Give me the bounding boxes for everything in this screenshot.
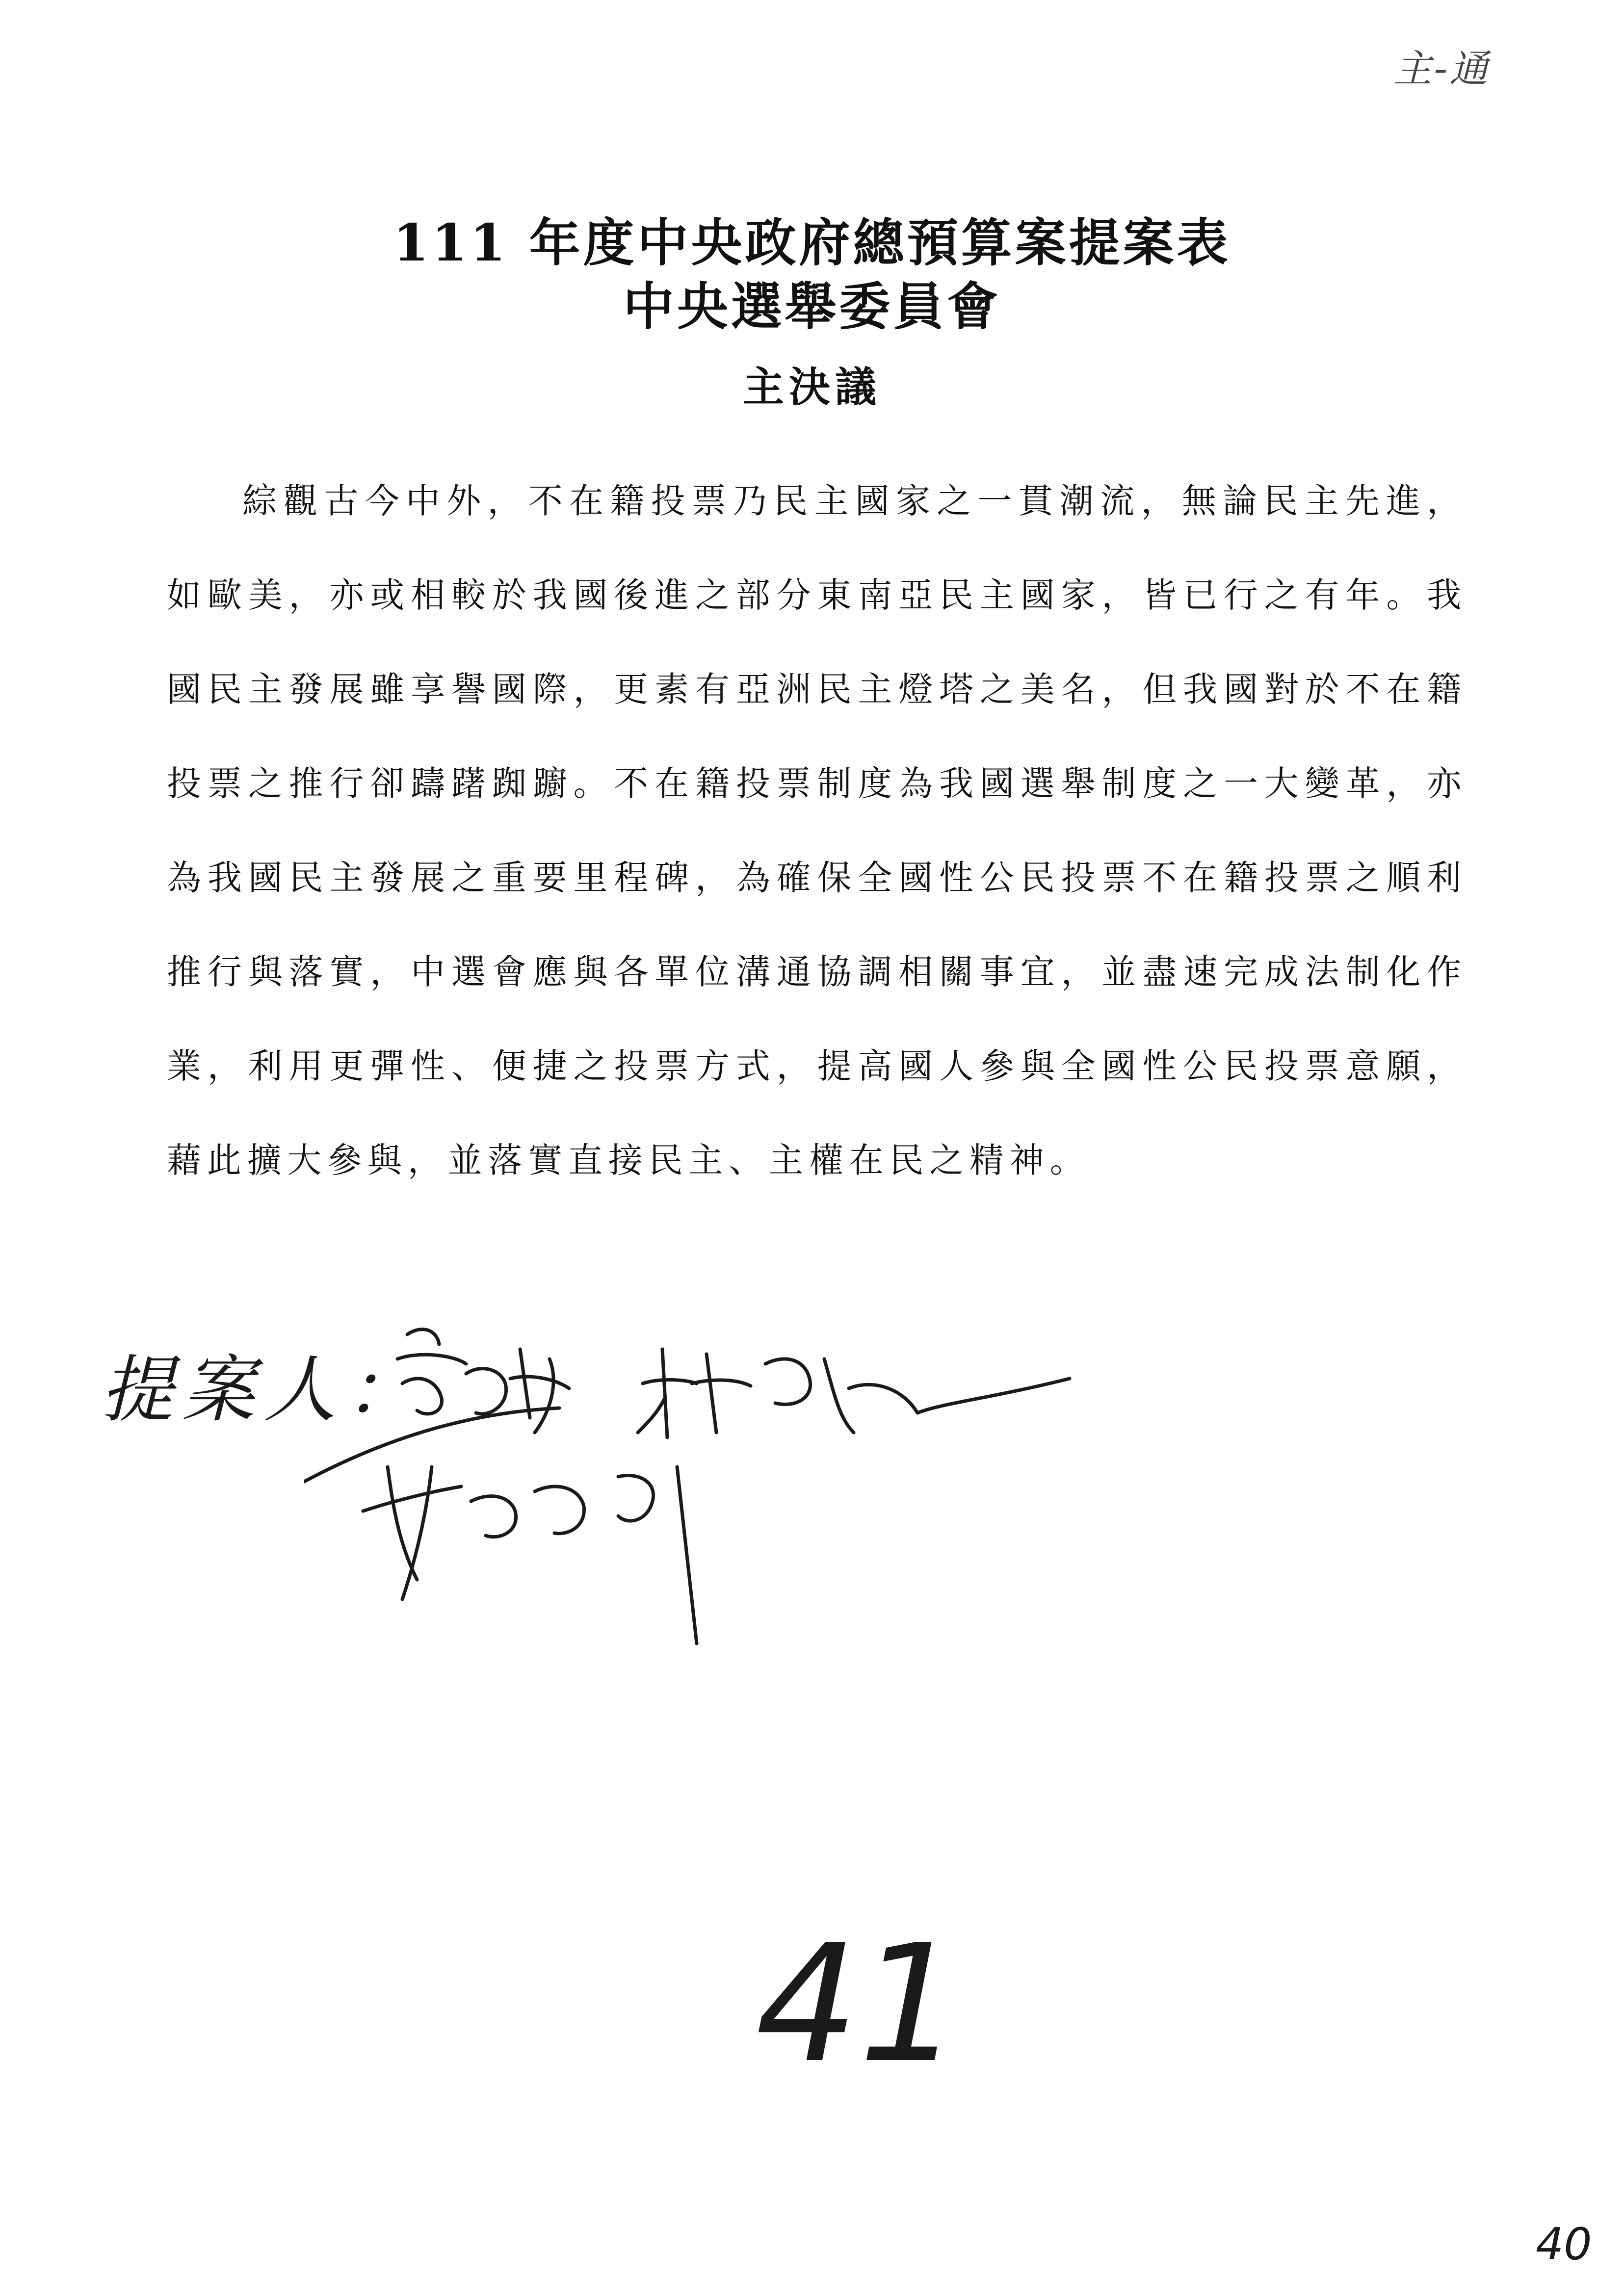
document-title: 111 年度中央政府總預算案提案表 xyxy=(393,212,1231,273)
handwritten-page-number: 41 xyxy=(756,1910,962,2098)
proposer-label: 提案人： xyxy=(101,1348,426,1432)
resolution-body: 綜觀古今中外，不在籍投票乃民主國家之一貫潮流，無論民主先進，如歐美，亦或相較於我國後進之部分東南亞民主國家，皆已行之有年。我國民主發展雖享譽國際，更素有亞洲民主燈塔之美名，但我國對於不在籍投票之推行卻躊躇踟躕。不在籍投票制度為我國選舉制度之一大變革，亦為我國民主發展之重要里程碑，為確保全國性公民投票不在籍投票之順利推行與落實，中選會應與各單位溝通協調相關事宜，並盡速完成法制化作業，利用更彈性、便捷之投票方式，提高國人參與全國性公民投票意願，藉此擴大參與，並落實直接民主、主權在民之精神。 xyxy=(167,481,1467,1180)
corner-page-count: 40 xyxy=(1536,2218,1592,2270)
signature-2 xyxy=(638,1349,1070,1437)
signature-3 xyxy=(363,1467,697,1644)
title-block xyxy=(0,211,1624,414)
corner-handwritten-mark: 主-通 xyxy=(1393,47,1490,91)
proposer-signatures xyxy=(304,1305,1089,1648)
resolution-type: 主決議 xyxy=(742,363,881,411)
signature-1 xyxy=(304,1330,569,1482)
agency-name: 中央選舉委員會 xyxy=(623,276,1001,337)
